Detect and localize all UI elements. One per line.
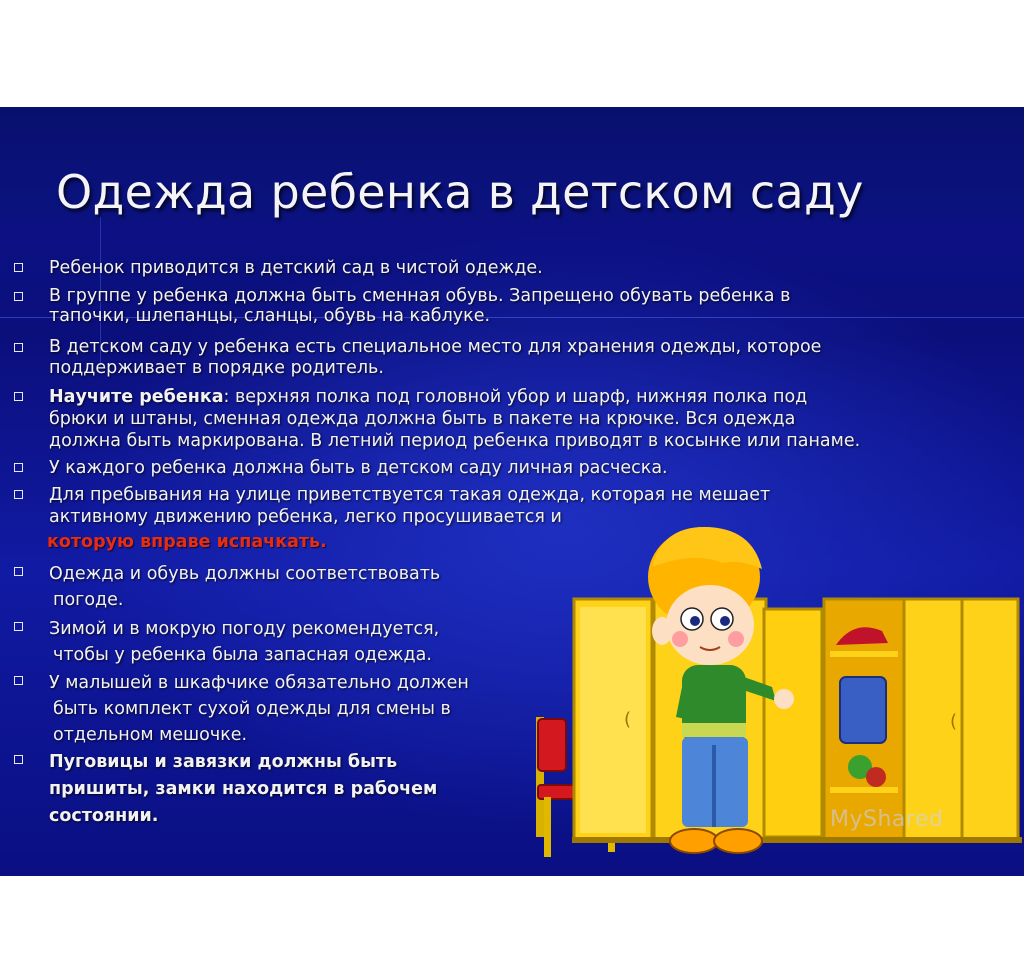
item-line: Ребенок приводится в детский сад в чистой одежде.	[49, 258, 543, 278]
watermark: MyShared	[830, 807, 944, 832]
square-bullet-icon	[14, 567, 23, 576]
item-line: Зимой и в мокрую погоду рекомендуется,	[49, 619, 440, 639]
item-line: чтобы у ребенка была запасная одежда.	[53, 645, 432, 665]
item-line: должна быть маркирована. В летний период ребенка приводят в косынке или панаме.	[49, 431, 861, 451]
square-bullet-icon	[14, 490, 23, 499]
item-line: : верхняя полка под головной убор и шарф, нижняя полка под	[223, 387, 808, 407]
slide-title: Одежда ребенка в детском саду	[56, 165, 864, 219]
item-line: быть комплект сухой одежды для смены в	[53, 699, 451, 719]
svg-text:(: (	[950, 711, 958, 732]
square-bullet-icon	[14, 263, 23, 272]
item-line: Пуговицы и завязки должны быть	[49, 752, 398, 772]
item-line: отдельном мешочке.	[53, 725, 248, 745]
item-line: Одежда и обувь должны соответствовать	[49, 564, 441, 584]
locker-icon	[572, 599, 1022, 843]
item-line: тапочки, шлепанцы, сланцы, обувь на каблуке.	[49, 306, 491, 326]
square-bullet-icon	[14, 292, 23, 301]
square-bullet-icon	[14, 392, 23, 401]
item-line: У каждого ребенка должна быть в детском саду личная расческа.	[49, 458, 668, 478]
square-bullet-icon	[14, 622, 23, 631]
item-line: погоде.	[53, 590, 124, 610]
slide	[0, 107, 1024, 876]
item-line: активному движению ребенка, легко просушивается и	[49, 507, 562, 527]
item-line: Для пребывания на улице приветствуется такая одежда, которая не мешает	[49, 485, 771, 505]
item-line: пришиты, замки находится в рабочем	[49, 779, 438, 799]
item-line: поддерживает в порядке родитель.	[49, 358, 384, 378]
svg-text:(: (	[624, 709, 632, 730]
square-bullet-icon	[14, 463, 23, 472]
square-bullet-icon	[14, 343, 23, 352]
square-bullet-icon	[14, 676, 23, 685]
warning-text: которую вправе испачкать.	[47, 532, 327, 552]
item-line: брюки и штаны, сменная одежда должна быть в пакете на крючке. Вся одежда	[49, 409, 796, 429]
item-line: У малышей в шкафчике обязательно должен	[49, 673, 469, 693]
boy-locker-illustration	[532, 527, 1024, 876]
item-line: В детском саду у ребенка есть специальное место для хранения одежды, которое	[49, 337, 822, 357]
item-lead: Научите ребенка	[49, 387, 224, 407]
item-line: В группе у ребенка должна быть сменная обувь. Запрещено обувать ребенка в	[49, 286, 791, 306]
square-bullet-icon	[14, 755, 23, 764]
item-line: состоянии.	[49, 806, 159, 826]
